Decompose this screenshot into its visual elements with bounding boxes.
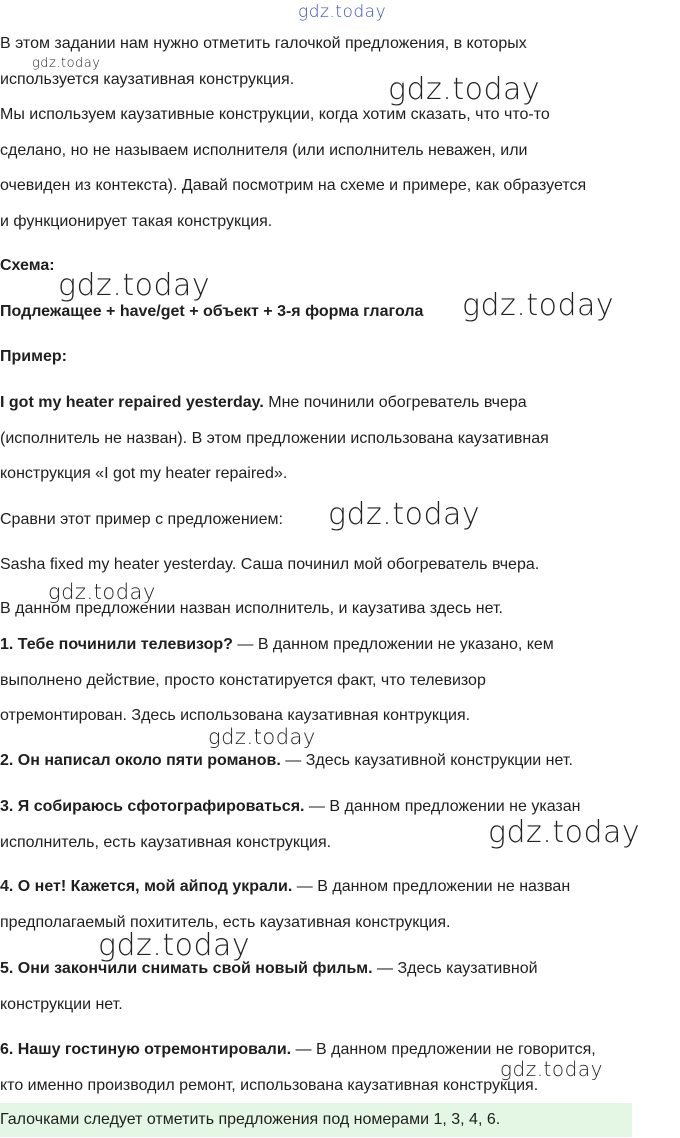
item-question: 2. Он написал около пяти романов. xyxy=(0,752,281,769)
list-item xyxy=(0,743,573,779)
intro-line: используется каузативная конструкция. xyxy=(0,71,295,88)
intro-line: В этом задании нам нужно отметить галочкой предложения, в которых xyxy=(0,35,527,52)
compare-text: Сравни этот пример с предложением: xyxy=(0,511,283,528)
example-line: конструкция «I got my heater repaired». xyxy=(0,465,288,482)
watermark: gdz.today xyxy=(328,497,481,532)
item-explanation: — В данном предложении не указан xyxy=(304,798,581,815)
watermark: gdz.today xyxy=(208,725,316,749)
watermark: gdz.today xyxy=(32,56,101,71)
item-continuation: предполагаемый похититель, есть каузативная конструкция. xyxy=(0,914,451,931)
watermark: gdz.today xyxy=(48,580,156,604)
list-item xyxy=(0,951,538,987)
schema-formula: Подлежащее + have/get + объект + 3-я форма глагола xyxy=(0,303,424,320)
sasha-sentence: Sasha fixed my heater yesterday. Саша починил мой обогреватель вчера. xyxy=(0,556,540,573)
item-explanation: — В данном предложении не говорится, xyxy=(291,1041,596,1058)
schema-heading: Схема: xyxy=(0,257,55,274)
example-sentence-rest: Мне починили обогреватель вчера xyxy=(263,394,527,411)
example-sentence xyxy=(0,385,527,421)
list-item xyxy=(0,1032,596,1068)
watermark: gdz.today xyxy=(462,288,615,323)
item-explanation: — Здесь каузативной xyxy=(372,960,538,977)
item-question: 3. Я собираюсь сфотографироваться. xyxy=(0,798,305,815)
item-explanation: — В данном предложении не назван xyxy=(292,878,571,895)
item-continuation: исполнитель, есть каузативная конструкция. xyxy=(0,834,332,851)
item-question: 6. Нашу гостиную отремонтировали. xyxy=(0,1041,292,1058)
item-continuation: конструкции нет. xyxy=(0,996,123,1013)
intro-line: очевиден из контекста). Давай посмотрим на схеме и примере, как образуется xyxy=(0,177,587,194)
watermark: gdz.today xyxy=(488,815,641,850)
item-explanation: — В данном предложении не указано, кем xyxy=(232,636,554,653)
watermark: gdz.today xyxy=(58,268,211,303)
intro-line: Мы используем каузативные конструкции, когда хотим сказать, что что-то xyxy=(0,106,550,123)
answer-text: Галочками следует отметить предложения под номерами 1, 3, 4, 6. xyxy=(0,1111,501,1128)
item-question: 5. Они закончили снимать свой новый фильм. xyxy=(0,960,373,977)
list-item xyxy=(0,869,570,905)
list-item xyxy=(0,627,554,663)
item-continuation: выполнено действие, просто констатируется факт, что телевизор xyxy=(0,672,486,689)
watermark: gdz.today xyxy=(500,1057,603,1081)
item-explanation: — Здесь каузативной конструкции нет. xyxy=(280,752,573,769)
item-continuation: кто именно производил ремонт, использована каузативная конструкция. xyxy=(0,1077,539,1094)
watermark: gdz.today xyxy=(388,72,541,107)
example-heading: Пример: xyxy=(0,348,67,365)
example-sentence-bold: I got my heater repaired yesterday. xyxy=(0,394,264,411)
item-question: 1. Тебе починили телевизор? xyxy=(0,636,233,653)
list-item xyxy=(0,789,581,825)
example-note: В данном предложении назван исполнитель, и каузатива здесь нет. xyxy=(0,600,503,617)
intro-line: сделано, но не называем исполнителя (или исполнитель неважен, или xyxy=(0,142,528,159)
item-question: 4. О нет! Кажется, мой айпод украли. xyxy=(0,878,293,895)
example-line: (исполнитель не назван). В этом предложении использована каузативная xyxy=(0,430,549,447)
item-continuation: отремонтирован. Здесь использована каузативная контрукция. xyxy=(0,707,471,724)
intro-line: и функционирует такая конструкция. xyxy=(0,213,273,230)
watermark: gdz.today xyxy=(98,928,251,963)
watermark-top: gdz.today xyxy=(298,2,387,22)
